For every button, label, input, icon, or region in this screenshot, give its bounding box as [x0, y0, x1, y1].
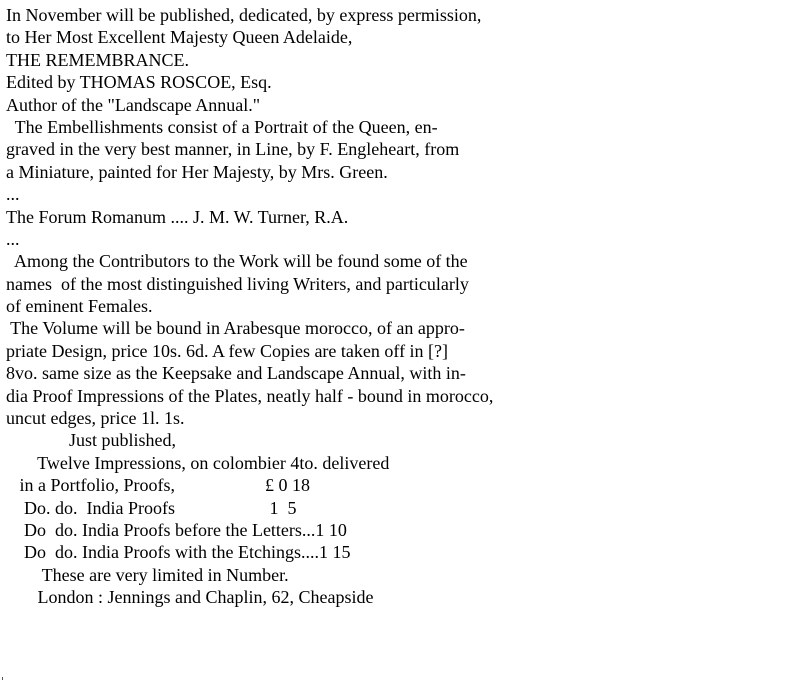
- text-line: Author of the "Landscape Annual.": [6, 94, 261, 115]
- text-line: graved in the very best manner, in Line, by F. Engleheart, from: [6, 139, 460, 160]
- text-line: Twelve Impressions, on colombier 4to. delivered: [6, 452, 390, 473]
- text-line: 8vo. same size as the Keepsake and Landscape Annual, with in-: [6, 363, 466, 384]
- text-line: in a Portfolio, Proofs, £ 0 18: [6, 475, 310, 496]
- text-line: ...: [6, 228, 20, 249]
- text-line: of eminent Females.: [6, 296, 153, 317]
- text-line: London : Jennings and Chaplin, 62, Cheapside: [6, 587, 374, 608]
- text-line: uncut edges, price 1l. 1s.: [6, 408, 185, 429]
- text-line: Edited by THOMAS ROSCOE, Esq.: [6, 72, 272, 93]
- text-line: ...: [6, 184, 20, 205]
- text-line: dia Proof Impressions of the Plates, neatly half - bound in morocco,: [6, 385, 494, 406]
- document-text: [6, 4, 796, 609]
- text-line: Do do. India Proofs before the Letters...1 10: [6, 519, 347, 540]
- text-line: names of the most distinguished living Writers, and particularly: [6, 273, 469, 294]
- text-line: In November will be published, dedicated, by express permission,: [6, 5, 482, 25]
- text-line: Just published,: [6, 430, 177, 451]
- text-line: to Her Most Excellent Majesty Queen Adelaide,: [6, 27, 353, 48]
- text-line: The Volume will be bound in Arabesque morocco, of an appro-: [6, 318, 465, 339]
- edge-mark: [2, 677, 3, 680]
- text-line: Among the Contributors to the Work will be found some of the: [6, 251, 468, 272]
- text-line: Do. do. India Proofs 1 5: [6, 497, 297, 518]
- text-line: a Miniature, painted for Her Majesty, by Mrs. Green.: [6, 161, 388, 182]
- text-line: Do do. India Proofs with the Etchings....1 15: [6, 542, 351, 563]
- text-line: These are very limited in Number.: [6, 564, 289, 585]
- text-line: The Embellishments consist of a Portrait of the Queen, en-: [6, 116, 438, 137]
- text-line: The Forum Romanum .... J. M. W. Turner, R.A.: [6, 206, 349, 227]
- text-line: THE REMEMBRANCE.: [6, 49, 190, 70]
- text-line: priate Design, price 10s. 6d. A few Copies are taken off in [?]: [6, 340, 449, 361]
